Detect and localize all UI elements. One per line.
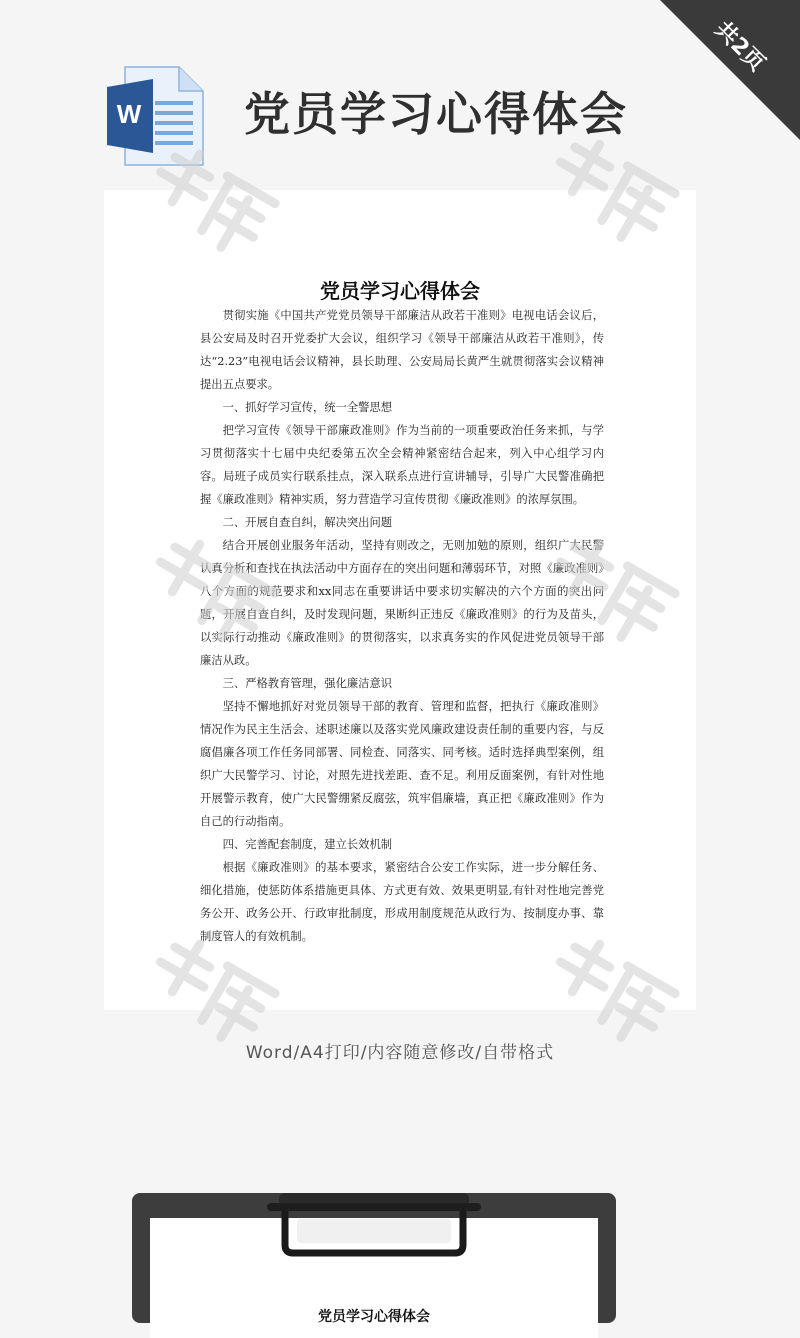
document-title: 党员学习心得体会: [320, 279, 480, 303]
paragraph-intro: 贯彻实施《中国共产党党员领导干部廉洁从政若干准则》电视电话会议后，县公安局及时召开党委扩大会议，组织学习《领导干部廉洁从政若干准则》，传达“2.23”电视电话会议精神，县长助理、公安局局长黄严生就贯彻落实会议精神提出五点要求。: [200, 309, 604, 391]
section-heading-2: 二、开展自查自纠，解决突出问题: [222, 516, 393, 529]
clipboard-doc-title: 党员学习心得体会: [318, 1309, 430, 1325]
section-heading-3: 三、严格教育管理，强化廉洁意识: [222, 677, 393, 690]
header: [0, 60, 800, 170]
page-count-text: 共2页: [709, 17, 770, 77]
clipboard-clip-icon: [267, 1193, 481, 1257]
paragraph-4: 根据《廉政准则》的基本要求，紧密结合公安工作实际，进一步分解任务、细化措施，使惩防体系措施更具体、方式更有效、效果更明显,有针对性地完善党务公开、政务公开、行政审批制度，形成用制度规范从政行为、按制度办事、靠制度管人的有效机制。: [200, 861, 604, 943]
svg-text:W: W: [116, 99, 142, 129]
section-heading-1: 一、抓好学习宣传，统一全警思想: [222, 401, 393, 414]
section-heading-4: 四、完善配套制度，建立长效机制: [222, 838, 393, 851]
clipboard-preview: [132, 1193, 616, 1323]
paragraph-2: 结合开展创业服务年活动，坚持有则改之，无则加勉的原则，组织广大民警认真分析和查找在执法活动中方面存在的突出问题和薄弱环节，对照《廉政准则》八个方面的规范要求和xx同志在重要讲话中要求切实解决的六个方面的突出问题，开展自查自纠，及时发现问题，果断纠正违反《廉政准则》的行为及苗头，以实际行动推动《廉政准则》的贯彻落实，以求真务实的作风促进党员领导干部廉洁从政。: [200, 539, 604, 667]
format-caption: Word/A4打印/内容随意修改/自带格式: [245, 1043, 555, 1063]
document-body: [200, 304, 604, 948]
document-preview: [104, 190, 696, 1010]
paragraph-3: 坚持不懈地抓好对党员领导干部的教育、管理和监督，把执行《廉政准则》情况作为民主生活会、述职述廉以及落实党风廉政建设责任制的重要内容，与反腐倡廉各项工作任务同部署、同检查、同落实、同考核。适时选择典型案例，组织广大民警学习、讨论，对照先进找差距、查不足。利用反面案例，有针对性地开展警示教育，使广大民警绷紧反腐弦，筑牢倡廉墙，真正把《廉政准则》作为自己的行动指南。: [200, 700, 604, 828]
paragraph-1: 把学习宣传《领导干部廉政准则》作为当前的一项重要政治任务来抓，与学习贯彻落实十七届中央纪委第五次全会精神紧密结合起来，列入中心组学习内容。局班子成员实行联系挂点，深入联系点进行宣讲辅导，引导广大民警准确把握《廉政准则》精神实质，努力营造学习宣传贯彻《廉政准则》的浓厚氛围。: [200, 424, 604, 506]
page-title: 党员学习心得体会: [244, 87, 628, 141]
word-document-icon: [105, 65, 205, 165]
